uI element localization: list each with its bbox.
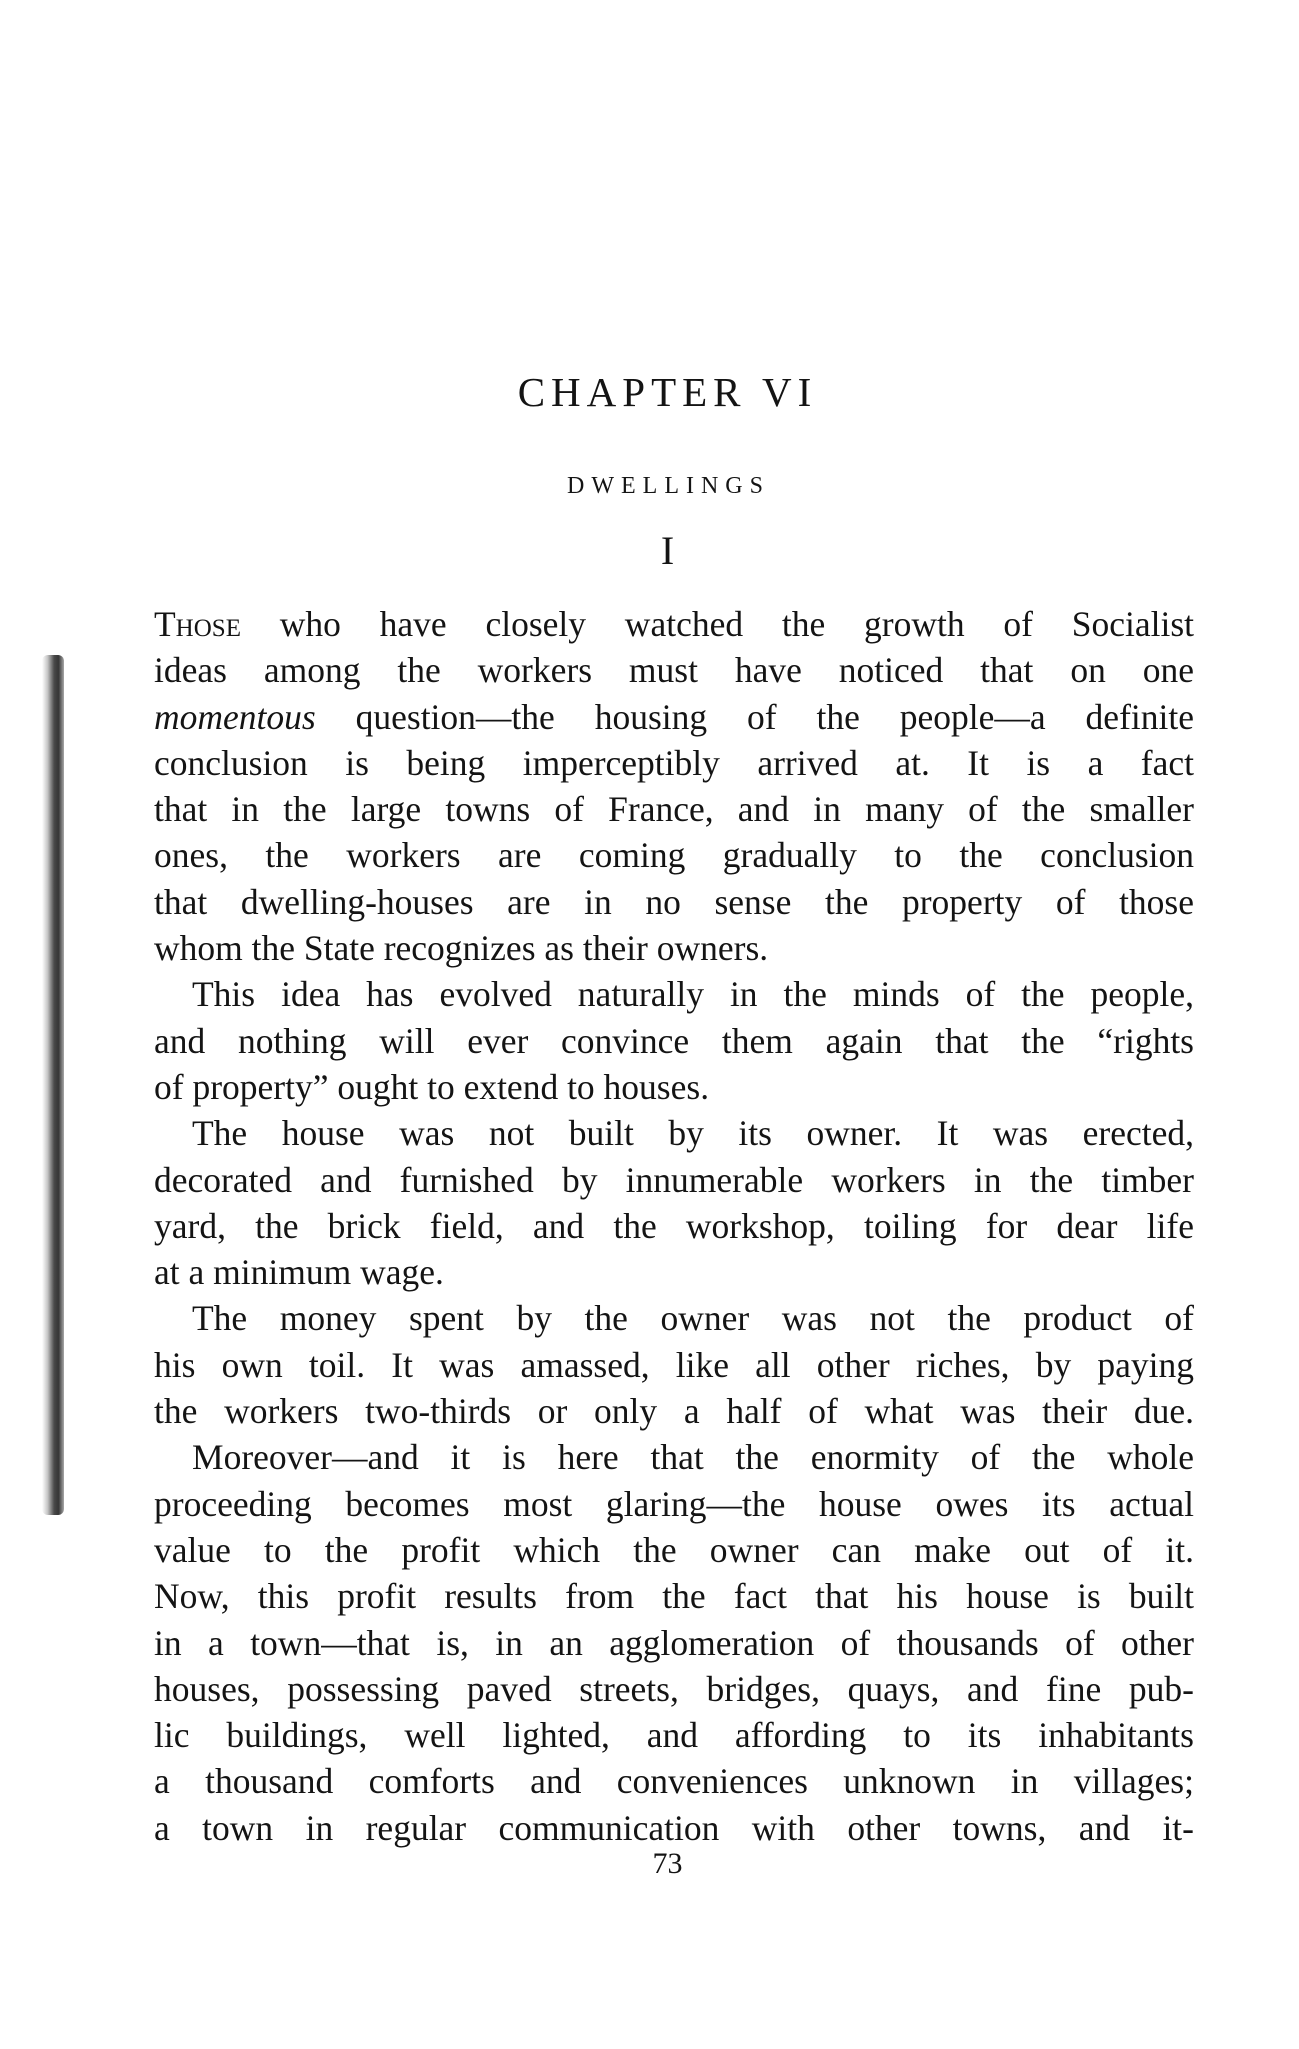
text-line: his own toil. It was amassed, like all other riches, by paying: [154, 1344, 1194, 1385]
text-line: at a minimum wage.: [154, 1252, 444, 1293]
text-line: momentous question—the housing of the people—a definite: [154, 696, 1194, 737]
page-number: 73: [652, 1847, 683, 1880]
text-line: that dwelling-houses are in no sense the property of those: [154, 881, 1194, 922]
text-line: ideas among the workers must have noticed that on one: [154, 650, 1194, 691]
text-line: lic buildings, well lighted, and affording to its inhabitants: [154, 1715, 1194, 1756]
chapter-subtitle: DWELLINGS: [567, 473, 770, 499]
text-line: conclusion is being imperceptibly arrived at. It is a fact: [154, 742, 1194, 783]
text-line: proceeding becomes most glaring—the house owes its actual: [154, 1483, 1194, 1524]
section-number: I: [660, 528, 675, 573]
body-text: [154, 601, 1194, 1851]
text-line: a town in regular communication with other towns, and it-: [154, 1807, 1194, 1848]
text-line: Now, this profit results from the fact that his house is built: [154, 1576, 1194, 1617]
text-line: houses, possessing paved streets, bridges, quays, and fine pub-: [154, 1668, 1194, 1709]
text-line: a thousand comforts and conveniences unknown in villages;: [154, 1761, 1194, 1802]
text-line: value to the profit which the owner can make out of it.: [154, 1529, 1194, 1570]
text-line: yard, the brick field, and the workshop, toiling for dear life: [154, 1205, 1194, 1246]
text-line: of property” ought to extend to houses.: [154, 1066, 710, 1107]
text-line: Those who have closely watched the growth of Socialist: [154, 604, 1194, 644]
text-line: ones, the workers are coming gradually to the conclusion: [154, 835, 1194, 876]
text-line: This idea has evolved naturally in the minds of the people,: [192, 974, 1194, 1015]
text-line: whom the State recognizes as their owners.: [154, 928, 769, 969]
text-line: that in the large towns of France, and in many of the smaller: [154, 789, 1194, 830]
text-line: The money spent by the owner was not the product of: [192, 1298, 1194, 1339]
text-line: Moreover—and it is here that the enormity of the whole: [192, 1437, 1194, 1478]
text-line: and nothing will ever convince them again that the “rights: [154, 1020, 1194, 1061]
paragraph-lead: Those: [154, 604, 241, 644]
text-line: decorated and furnished by innumerable workers in the timber: [154, 1159, 1194, 1200]
text-line: the workers two-thirds or only a half of what was their due.: [154, 1391, 1194, 1432]
chapter-title: CHAPTER VI: [517, 369, 818, 415]
page-binding-shadow: [42, 655, 64, 1515]
text-line: The house was not built by its owner. It was erected,: [192, 1113, 1194, 1154]
text-line: in a town—that is, in an agglomeration of thousands of other: [154, 1622, 1194, 1663]
